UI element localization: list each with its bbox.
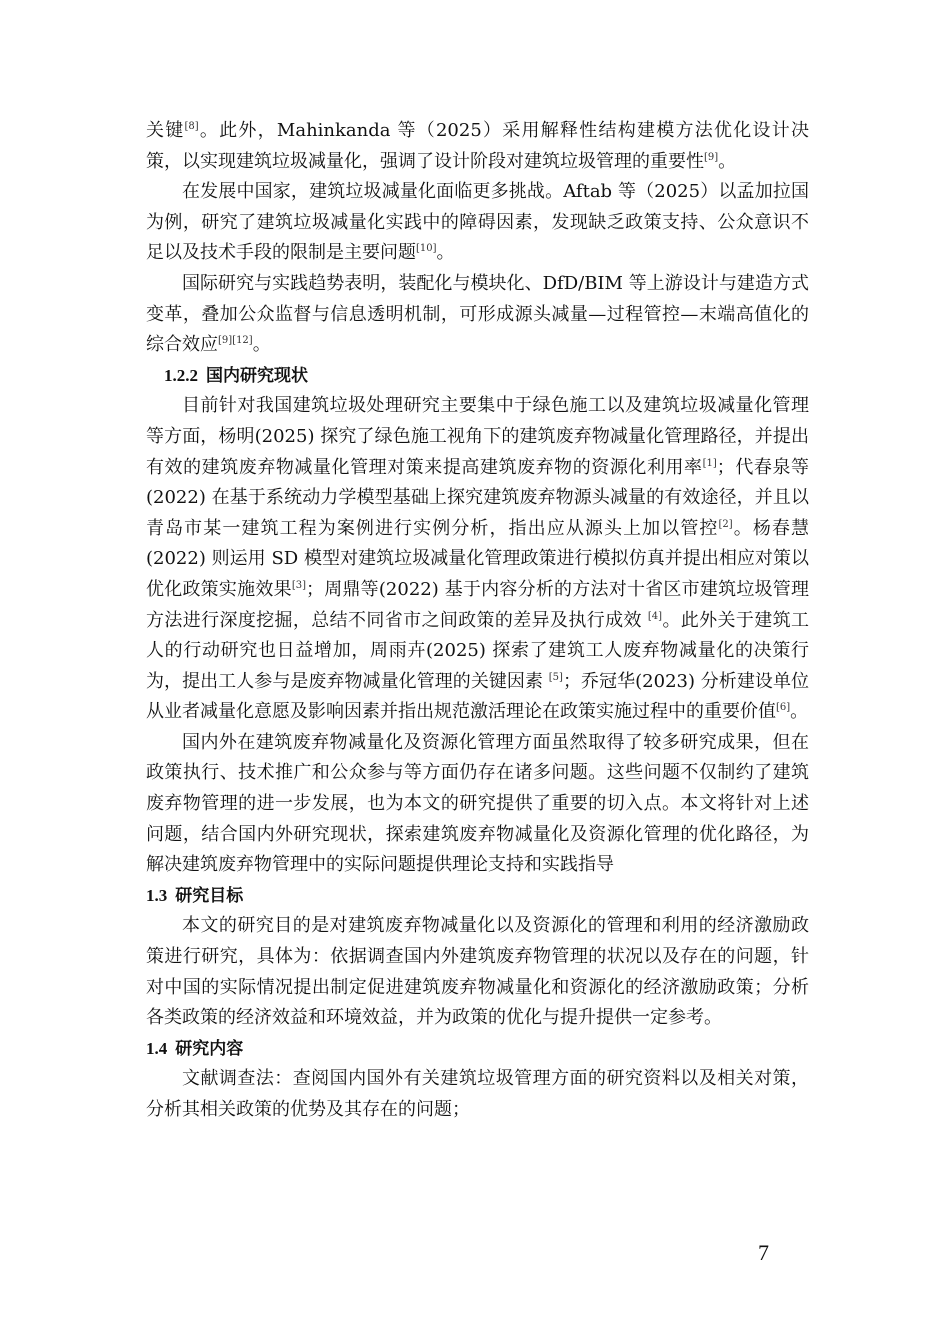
paragraph-text: 。 — [718, 150, 737, 172]
paragraph-text: 国内外在建筑废弃物减量化及资源化管理方面虽然取得了较多研究成果，但在政策执行、技术推广和公众参与等方面仍存在诸多问题。这些问题不仅制约了建筑废弃物管理的进一步发展，也为本文的研究提供了重要的切入点。本文将针对上述问题，结合国内外研究现状，探索建筑废弃物减量化及资源化管理的优化路径，为解决建筑废弃物管理中的实际问题提供理论支持和实践指导 — [146, 731, 809, 876]
body-paragraph — [146, 1064, 809, 1125]
citation-ref: [8] — [184, 121, 199, 132]
paragraph-text: 目前针对我国建筑垃圾处理研究主要集中于绿色施工以及建筑垃圾减量化管理等方面，杨明(2025) 探究了绿色施工视角下的建筑废弃物减量化管理路径，并提出有效的建筑废弃物减量化管理对策来提高建筑废弃物的资源化利用率 — [146, 395, 809, 478]
body-paragraph — [146, 391, 809, 728]
paragraph-text: ；代春泉等(2022) 在基于系统动力学模型基础上探究建筑废弃物源头减量的有效途径，并且以青岛市某一建筑工程为案例进行实例分析，指出应从源头上加以管控 — [146, 456, 810, 539]
paragraph-text: 文献调查法：查阅国内国外有关建筑垃圾管理方面的研究资料以及相关对策，分析其相关政策的优势及其存在的问题； — [146, 1068, 809, 1120]
paragraph-text: ；乔冠华(2023) 分析建设单位从业者减量化意愿及影响因素并指出规范激活理论在政策实施过程中的重要价值 — [146, 670, 809, 723]
section-number: 1.4 — [146, 1038, 168, 1058]
paragraph-text: 。 — [790, 701, 809, 723]
page-number: 7 — [758, 1240, 769, 1265]
paragraph-text: 国际研究与实践趋势表明，装配化与模块化、DfD/BIM 等上游设计与建造方式变革，叠加公众监督与信息透明机制，可形成源头减量—过程管控—末端高值化的综合效应 — [146, 272, 809, 356]
section-heading — [146, 1034, 809, 1065]
paragraph-text: 。此外，Mahinkanda 等（2025）采用解释性结构建模方法优化设计决策，以实现建筑垃圾减量化，强调了设计阶段对建筑垃圾管理的重要性 — [146, 120, 809, 172]
section-title: 研究内容 — [175, 1038, 244, 1059]
section-heading — [146, 361, 809, 392]
paragraph-text: 。此外关于建筑工人的行动研究也日益增加，周雨卉(2025) 探索了建筑工人废弃物减量化的决策行为，提出工人参与是废弃物减量化管理的关键因素 — [146, 609, 809, 692]
citation-ref: [5] — [548, 671, 563, 683]
body-paragraph — [146, 177, 809, 269]
page-body — [146, 116, 809, 1126]
citation-ref: [1] — [702, 457, 717, 469]
paragraph-text: 。 — [252, 334, 271, 356]
section-heading — [146, 881, 809, 912]
paragraph-text: 本文的研究目的是对建筑废弃物减量化以及资源化的管理和利用的经济激励政策进行研究，具体为：依据调查国内外建筑废弃物管理的状况以及存在的问题，针对中国的实际情况提出制定促进建筑废弃物减量化和资源化的经济激励政策；分析各类政策的经济效益和环境效益，并为政策的优化与提升提供一定参考。 — [146, 915, 809, 1029]
citation-ref: [9][12] — [218, 335, 253, 347]
citation-ref: [6] — [776, 702, 791, 714]
paragraph-text: 。 — [436, 242, 455, 264]
section-number: 1.3 — [146, 885, 168, 905]
paragraph-text: 关键 — [146, 120, 185, 141]
paragraph-text: 。杨春慧(2022) 则运用 SD 模型对建筑垃圾减量化管理政策进行模拟仿真并提出相应对策以优化政策实施效果 — [146, 517, 810, 600]
body-paragraph — [146, 269, 809, 361]
citation-ref: [10] — [416, 243, 437, 255]
section-title: 研究目标 — [175, 885, 244, 906]
citation-ref: [2] — [718, 518, 733, 530]
section-number: 1.2.2 — [164, 365, 198, 385]
body-paragraph — [146, 728, 809, 881]
citation-ref: [4] — [647, 610, 663, 622]
body-paragraph — [146, 911, 809, 1033]
paragraph-text: 在发展中国家，建筑垃圾减量化面临更多挑战。Aftab 等（2025）以孟加拉国为例，研究了建筑垃圾减量化实践中的障碍因素，发现缺乏政策支持、公众意识不足以及技术手段的限制是主要问题 — [146, 181, 809, 264]
citation-ref: [9] — [704, 151, 719, 163]
paragraph-text: ；周鼎等(2022) 基于内容分析的方法对十省区市建筑垃圾管理方法进行深度挖掘，总结不同省市之间政策的差异及执行成效 — [146, 578, 809, 631]
section-title: 国内研究现状 — [206, 365, 308, 386]
body-paragraph — [146, 116, 809, 177]
citation-ref: [3] — [291, 579, 306, 591]
